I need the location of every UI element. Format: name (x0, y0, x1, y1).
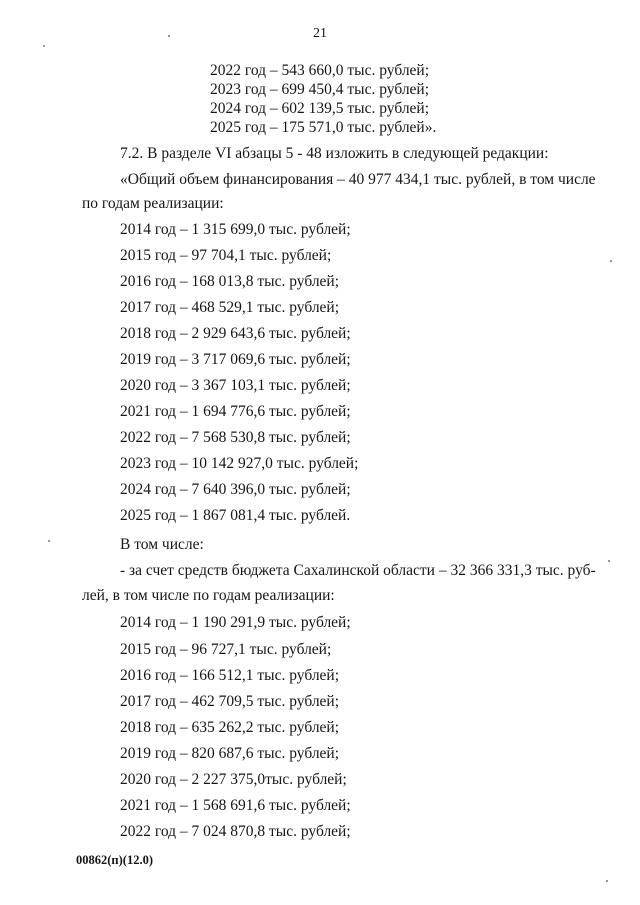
funding-line: 2024 год – 602 139,5 тыс. рублей; (210, 100, 430, 117)
scan-speck (168, 35, 170, 37)
total-year-line: 2018 год – 2 929 643,6 тыс. рублей; (120, 325, 351, 342)
regional-year-line: 2020 год – 2 227 375,0тыс. рублей; (120, 771, 347, 788)
total-year-line: 2019 год – 3 717 069,6 тыс. рублей; (120, 351, 351, 368)
scan-speck (48, 540, 50, 542)
paragraph-7-2: 7.2. В разделе VI абзацы 5 - 48 изложить в следующей редакции: (120, 145, 549, 162)
total-year-line: 2020 год – 3 367 103,1 тыс. рублей; (120, 377, 351, 394)
total-funding-text: «Общий объем финансирования – 40 977 434,1 тыс. рублей, в том числе (120, 171, 596, 188)
funding-line: 2023 год – 699 450,4 тыс. рублей; (210, 81, 430, 98)
total-year-line: 2022 год – 7 568 530,8 тыс. рублей; (120, 429, 351, 446)
regional-year-line: 2014 год – 1 190 291,9 тыс. рублей; (120, 614, 351, 631)
total-year-line: 2025 год – 1 867 081,4 тыс. рублей. (120, 507, 351, 524)
page-number: 21 (313, 26, 327, 41)
total-year-line: 2024 год – 7 640 396,0 тыс. рублей; (120, 481, 351, 498)
scan-speck (606, 880, 608, 882)
document-code: 00862(п)(12.0) (76, 853, 153, 867)
regional-year-line: 2019 год – 820 687,6 тыс. рублей; (120, 745, 340, 762)
regional-year-line: 2015 год – 96 727,1 тыс. рублей; (120, 641, 332, 658)
regional-budget-text-cont: лей, в том числе по годам реализации: (82, 587, 335, 604)
total-year-line: 2023 год – 10 142 927,0 тыс. рублей; (120, 455, 359, 472)
total-year-line: 2017 год – 468 529,1 тыс. рублей; (120, 299, 340, 316)
regional-year-line: 2018 год – 635 262,2 тыс. рублей; (120, 719, 340, 736)
regional-budget-text: - за счет средств бюджета Сахалинской области – 32 366 331,3 тыс. руб- (120, 562, 596, 579)
total-funding-text-cont: по годам реализации: (82, 195, 224, 212)
scan-speck (608, 560, 610, 562)
regional-year-line: 2017 год – 462 709,5 тыс. рублей; (120, 693, 340, 710)
scan-speck (43, 45, 45, 47)
regional-year-line: 2021 год – 1 568 691,6 тыс. рублей; (120, 797, 351, 814)
total-year-line: 2021 год – 1 694 776,6 тыс. рублей; (120, 403, 351, 420)
total-year-line: 2016 год – 168 013,8 тыс. рублей; (120, 273, 340, 290)
regional-year-line: 2016 год – 166 512,1 тыс. рублей; (120, 667, 340, 684)
regional-year-line: 2022 год – 7 024 870,8 тыс. рублей; (120, 823, 351, 840)
scan-speck (610, 260, 612, 262)
including-label: В том числе: (120, 536, 204, 553)
total-year-line: 2014 год – 1 315 699,0 тыс. рублей; (120, 221, 351, 238)
total-year-line: 2015 год – 97 704,1 тыс. рублей; (120, 247, 332, 264)
funding-line: 2025 год – 175 571,0 тыс. рублей». (210, 119, 437, 136)
funding-line: 2022 год – 543 660,0 тыс. рублей; (210, 62, 430, 79)
